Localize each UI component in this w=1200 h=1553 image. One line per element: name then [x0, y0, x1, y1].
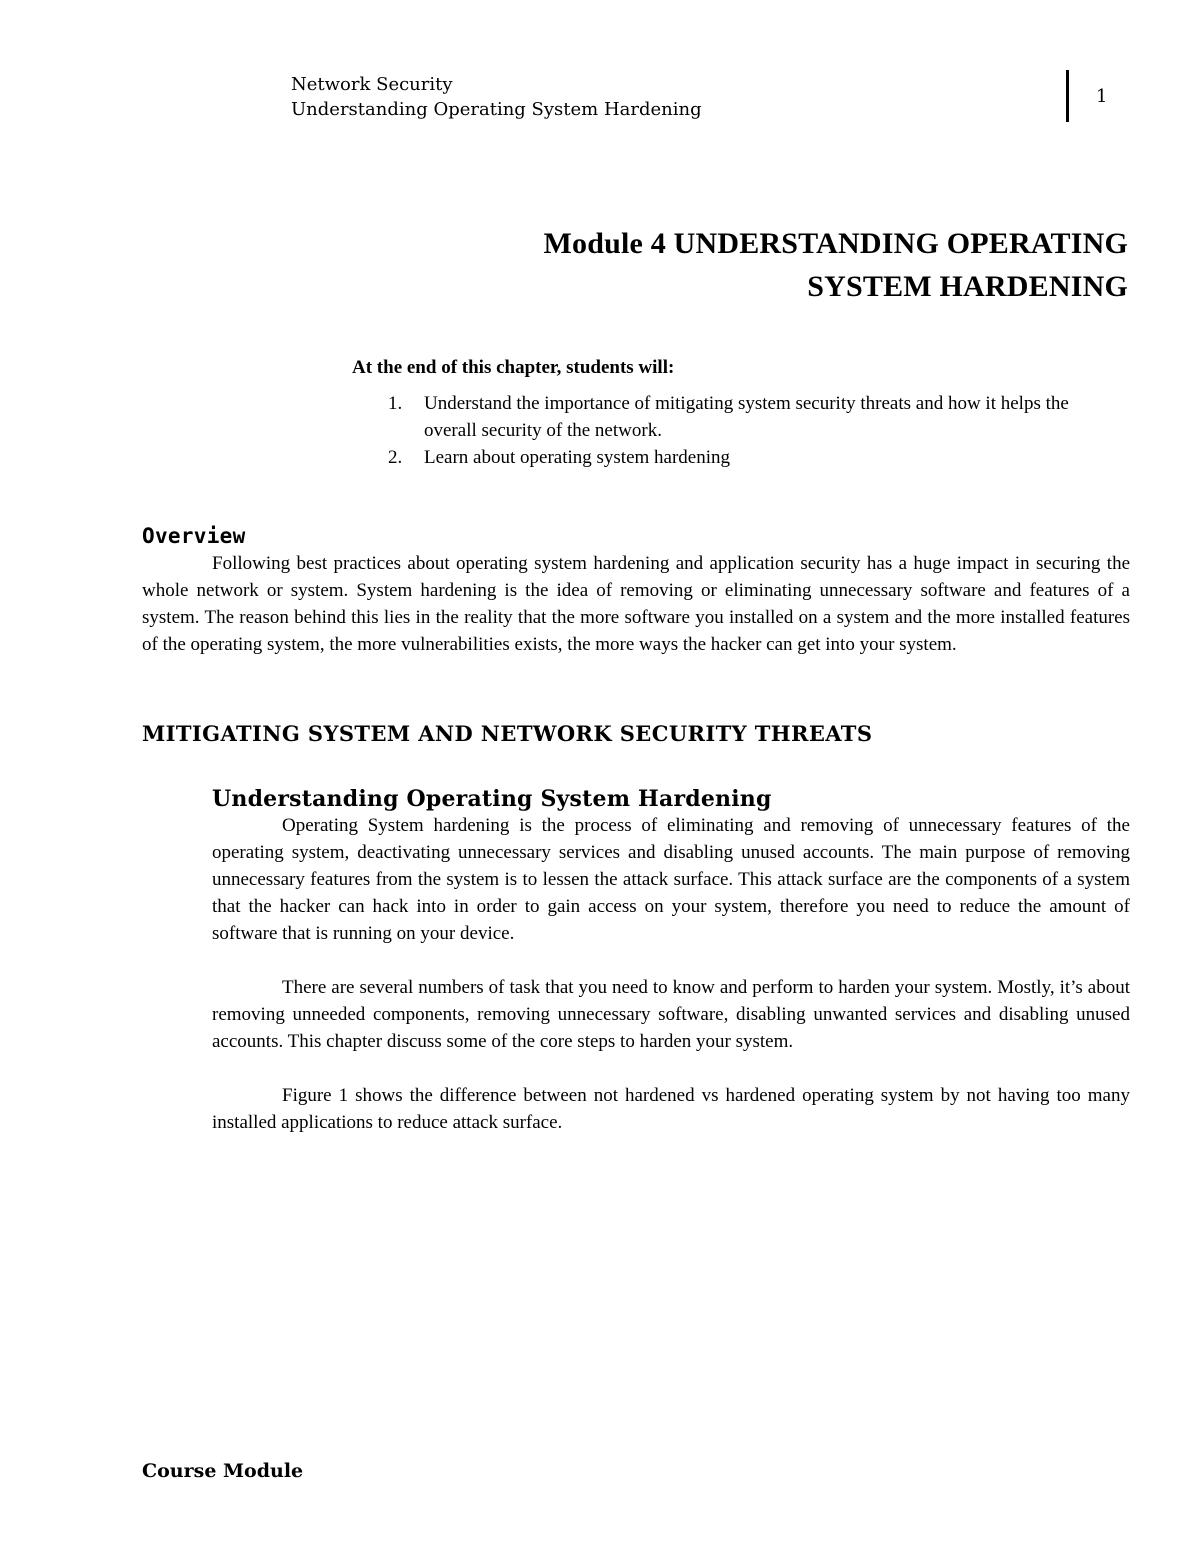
- learning-objectives: [352, 354, 1142, 471]
- hardening-subsection: [212, 784, 1130, 1136]
- page-footer: Course Module: [142, 1460, 304, 1482]
- header-topic: Understanding Operating System Hardening: [291, 99, 702, 120]
- module-title-line2: SYSTEM HARDENING: [807, 270, 1128, 303]
- objectives-intro: At the end of this chapter, students will:: [352, 357, 675, 378]
- body-paragraph: Figure 1 shows the difference between not hardened vs hardened operating system by not having too many installed applications to reduce attack surface.: [212, 1085, 1130, 1133]
- section-heading: MITIGATING SYSTEM AND NETWORK SECURITY THREATS: [142, 721, 873, 746]
- objective-item: [352, 444, 1124, 471]
- page-header: [291, 72, 702, 122]
- body-paragraph: There are several numbers of task that you need to know and perform to harden your system. Mostly, it’s about removing unneeded components, removing unnecessary software, disabling unwanted services and disabling unused accounts. This chapter discuss some of the core steps to harden your system.: [212, 977, 1130, 1052]
- page-number: 1: [1096, 86, 1108, 107]
- overview-heading: Overview: [142, 524, 246, 548]
- objective-number: 1.: [388, 393, 403, 414]
- objective-number: 2.: [388, 447, 403, 468]
- paragraph-spacer: [212, 947, 1130, 974]
- objective-item: [352, 390, 1124, 444]
- subsection-heading: Understanding Operating System Hardening: [212, 786, 772, 812]
- objective-text: Understand the importance of mitigating system security threats and how it helps the overall security of the network.: [424, 393, 1069, 441]
- objectives-list: [352, 390, 1142, 471]
- module-title: [328, 222, 1128, 308]
- module-title-line1: Module 4 UNDERSTANDING OPERATING: [543, 227, 1128, 260]
- overview-paragraph: Following best practices about operating system hardening and application security has a huge impact in securing the whole network or system. System hardening is the idea of removing or eliminating unnecessary software and features of a system. The reason behind this lies in the reality that the more software you installed on a system and the more installed features of the operating system, the more vulnerabilities exists, the more ways the hacker can get into your system.: [142, 553, 1130, 655]
- overview-section: [142, 522, 1130, 658]
- objective-text: Learn about operating system hardening: [424, 447, 731, 468]
- header-divider: [1066, 70, 1069, 122]
- header-course: Network Security: [291, 74, 453, 95]
- paragraph-spacer: [212, 1055, 1130, 1082]
- body-paragraph: Operating System hardening is the process of eliminating and removing of unnecessary features of the operating system, deactivating unnecessary services and disabling unused accounts. The main purpose of removing unnecessary features from the system is to lessen the attack surface. This attack surface are the components of a system that the hacker can hack into in order to gain access on your system, therefore you need to reduce the amount of software that is running on your device.: [212, 815, 1130, 944]
